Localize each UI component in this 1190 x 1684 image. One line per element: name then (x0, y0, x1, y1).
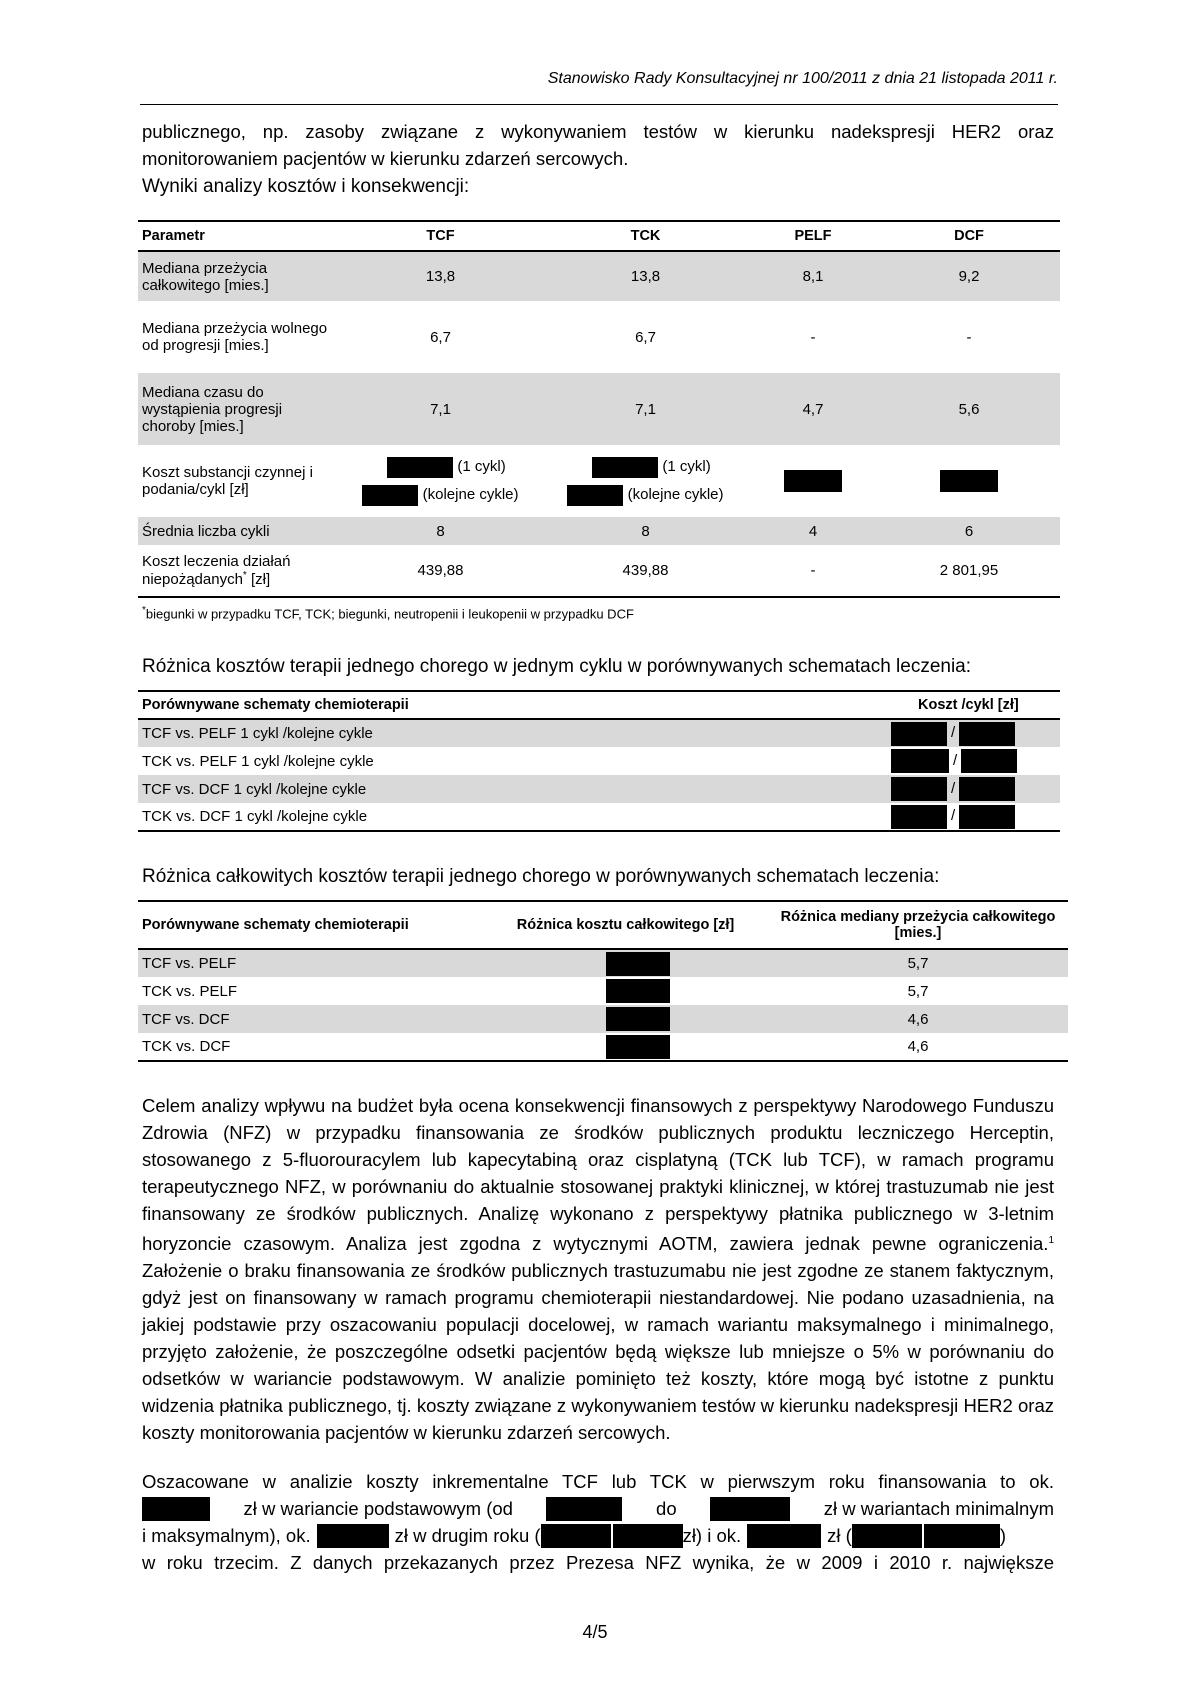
table-row (138, 949, 1068, 977)
cell (878, 445, 1060, 517)
table1-caption: Wyniki analizy kosztów i konsekwencji: (142, 176, 470, 197)
table1-footnote (142, 605, 634, 621)
table-row (138, 1033, 1068, 1061)
cell: 13,8 (543, 251, 748, 301)
row-label: TCF vs. DCF 1 cykl /kolejne cykle (138, 775, 678, 803)
cell: 439,88 (622, 562, 669, 579)
cost-per-cycle-table (138, 690, 1060, 832)
paragraph-text: Celem analizy wpływu na budżet była ocena konsekwencji finansowych z perspektywy Narodowego Funduszu Zdrowia (NFZ) w przypadku finansowania ze środków publicznych produktu leczniczego Herceptin, stosowanego z 5-fluorouracylem lub kapecytabiną oraz cisplatyną (TCK lub TCF), w ramach programu terapeutycznego NFZ, w porównaniu do aktualnie stosowanej praktyki klinicznej, w której trastuzumab nie jest finansowany ze środków publicznych. Analizę wykonano z perspektywy płatnika publicznego w 3-letnim horyzoncie czasowym. Analiza jest zgodna z wytycznymi AOTM, zawiera jednak pewne ograniczenia. (142, 1095, 1054, 1255)
table-row (138, 301, 1060, 373)
row-label: Koszt substancji czynnej i podania/cykl [zł] (142, 464, 313, 498)
cell-text: (1 cykl) (457, 458, 506, 475)
text: do (656, 1498, 677, 1519)
table-row (138, 803, 1060, 831)
redaction-block (387, 457, 453, 478)
row-label: TCF vs. DCF (138, 1005, 483, 1033)
cell (483, 977, 768, 1005)
incremental-cost-paragraph (142, 1468, 1054, 1576)
cell (543, 445, 748, 517)
row-label: Mediana czasu do wystąpienia progresji choroby [mies.] (138, 373, 338, 445)
cell: 8 (543, 517, 748, 545)
cell (483, 949, 768, 977)
col-header-parametr: Parametr (142, 228, 205, 244)
cell: 6,7 (430, 328, 451, 346)
cell (748, 445, 878, 517)
text: zł w drugim roku ( (394, 1525, 541, 1546)
row-label: Mediana przeżycia całkowitego [mies.] (138, 251, 338, 301)
paragraph-line (142, 1495, 1054, 1522)
running-header: Stanowisko Rady Konsultacyjnej nr 100/2011 z dnia 21 listopada 2011 r. (547, 70, 1058, 87)
cell: 4,7 (748, 373, 878, 445)
cell: 8,1 (748, 251, 878, 301)
table-row (138, 545, 1060, 597)
intro-paragraph: publicznego, np. zasoby związane z wykonywaniem testów w kierunku nadekspresji HER2 oraz monitorowaniem pacjentów w kierunku zdarzeń sercowych. (142, 121, 1054, 169)
cell: 7,1 (543, 373, 748, 445)
cell: - (966, 328, 972, 346)
cell: 8 (338, 517, 543, 545)
redaction-block (592, 457, 658, 478)
text: zł) i ok. (682, 1525, 742, 1546)
row-label-unit: [zł] (246, 571, 271, 588)
redaction-block (710, 1497, 790, 1521)
row-label: TCK vs. DCF (142, 1038, 231, 1055)
row-label (138, 545, 338, 597)
cell: 6,7 (635, 328, 656, 346)
paragraph-line: w roku trzecim. Z danych przekazanych przez Prezesa NFZ wynika, że w 2009 i 2010 r. największe (142, 1552, 1054, 1573)
table-row (138, 775, 1060, 803)
separator: / (951, 807, 956, 825)
redaction-block (959, 722, 1015, 746)
table-row (138, 517, 1060, 545)
col-header-koszt-cykl: Koszt /cykl [zł] (918, 697, 1019, 713)
table-row (138, 977, 1068, 1005)
cell (338, 445, 543, 517)
redaction-block (940, 470, 998, 492)
cell (678, 803, 1060, 831)
cell: 439,88 (417, 562, 464, 579)
col-header-schematy: Porównywane schematy chemioterapii (142, 917, 409, 933)
cell: 13,8 (338, 251, 543, 301)
paragraph-text: Założenie o braku finansowania ze środków publicznych trastuzumabu nie jest zgodne ze stanem faktycznym, gdyż jest on finansowany w ramach programu chemioterapii niestandardowej. Nie podano uzasadnienia, na jakiej podstawie przy oszacowaniu populacji docelowej, w ramach wariantu maksymalnego i minimalnego, przyjęto założenie, że poszczególne odsetki pacjentów będą większe lub mniejsze o 5% w porównaniu do odsetków w wariancie podstawowym. W analizie pominięto też koszty, które mogą być istotne z punktu widzenia płatnika publicznego, tj. koszty związane z wykonywaniem testów w kierunku nadekspresji HER2 oraz koszty monitorowania pacjentów w kierunku zdarzeń sercowych. (142, 1260, 1054, 1444)
cell: 2 801,95 (939, 562, 999, 579)
row-label: TCF vs. PELF (138, 949, 483, 977)
redaction-block (546, 1497, 622, 1521)
cell-text: (1 cykl) (662, 458, 711, 475)
text: ) (999, 1525, 1006, 1546)
table2-caption: Różnica kosztów terapii jednego chorego w jednym cyklu w porównywanych schematach leczenia: (142, 656, 972, 677)
cell-text: (kolejne cykle) (422, 486, 519, 503)
col-header-roznica-kosztu: Różnica kosztu całkowitego [zł] (516, 917, 735, 933)
redaction-block (891, 805, 947, 829)
col-header-pelf: PELF (794, 228, 832, 244)
redaction-block (747, 1524, 821, 1548)
redaction-block (924, 1524, 1000, 1548)
cell: 9,2 (878, 251, 1060, 301)
table-row (138, 747, 1060, 775)
redaction-block (606, 979, 670, 1003)
cell: 7,1 (338, 373, 543, 445)
footnote-mark: * (142, 605, 146, 616)
table-row (138, 373, 1060, 445)
budget-impact-paragraph (142, 1092, 1054, 1446)
table-row (138, 1005, 1068, 1033)
redaction-block (961, 749, 1017, 773)
cell: 5,7 (907, 982, 929, 1000)
page-number: 4/5 (582, 1622, 608, 1642)
redaction-block (891, 777, 947, 801)
redaction-block (613, 1524, 683, 1548)
table-row (138, 445, 1060, 517)
cell-text: (kolejne cykle) (627, 486, 724, 503)
redaction-block (959, 805, 1015, 829)
row-label: TCK vs. PELF 1 cykl /kolejne cykle (142, 752, 374, 770)
separator: / (953, 751, 958, 769)
redaction-block (362, 485, 418, 506)
cell: 4,6 (768, 1005, 1068, 1033)
col-header-roznica-mediany: Różnica mediany przeżycia całkowitego [mies.] (780, 909, 1056, 941)
redaction-block (317, 1524, 389, 1548)
cell: 5,7 (768, 949, 1068, 977)
redaction-block (142, 1497, 210, 1521)
row-label-text: Koszt leczenia działań niepożądanych (142, 553, 291, 588)
cell: - (810, 328, 816, 346)
cell: - (810, 562, 816, 579)
text: zł w wariancie podstawowym (od (243, 1498, 513, 1519)
row-label: TCK vs. DCF 1 cykl /kolejne cykle (142, 808, 368, 825)
table-row (138, 719, 1060, 747)
col-header-schematy: Porównywane schematy chemioterapii (142, 697, 409, 713)
redaction-block (606, 1035, 670, 1059)
separator: / (951, 779, 956, 797)
cell: 6 (878, 517, 1060, 545)
separator: / (951, 724, 956, 742)
redaction-block (541, 1524, 611, 1548)
row-label: TCF vs. PELF 1 cykl /kolejne cykle (138, 719, 678, 747)
table-row (138, 251, 1060, 301)
cell: 4 (748, 517, 878, 545)
redaction-block (606, 952, 670, 976)
footnote-text: biegunki w przypadku TCF, TCK; biegunki, neutropenii i leukopenii w przypadku DCF (145, 606, 634, 622)
cell (678, 719, 1060, 747)
redaction-block (784, 470, 842, 492)
redaction-block (891, 749, 949, 773)
total-cost-table (138, 900, 1068, 1062)
paragraph-line: Oszacowane w analizie koszty inkrementalne TCF lub TCK w pierwszym roku finansowania to ok. (142, 1471, 1054, 1492)
redaction-block (891, 722, 947, 746)
cost-consequence-table (138, 220, 1060, 598)
redaction-block (852, 1524, 922, 1548)
cell (483, 1005, 768, 1033)
cell (678, 747, 1060, 775)
row-label: Średnia liczba cykli (138, 517, 338, 545)
text: zł ( (827, 1525, 852, 1546)
row-label: Mediana przeżycia wolnego od progresji [mies.] (142, 320, 328, 354)
paragraph-line (142, 1522, 1054, 1549)
redaction-block (606, 1007, 670, 1031)
cell (483, 1033, 768, 1061)
col-header-tcf: TCF (426, 228, 455, 244)
cell: 4,6 (907, 1038, 929, 1055)
redaction-block (959, 777, 1015, 801)
header-rule (140, 104, 1058, 105)
footnote-reference: 1 (1048, 1235, 1054, 1246)
col-header-tck: TCK (630, 228, 661, 244)
cell: 5,6 (878, 373, 1060, 445)
row-label: TCK vs. PELF (142, 982, 238, 1000)
text: i maksymalnym), ok. (142, 1525, 311, 1546)
col-header-dcf: DCF (954, 228, 984, 244)
cell (678, 775, 1060, 803)
text: zł w wariantach minimalnym (823, 1498, 1054, 1519)
table3-caption: Różnica całkowitych kosztów terapii jednego chorego w porównywanych schematach leczenia: (142, 866, 940, 887)
redaction-block (567, 485, 623, 506)
footnote-mark: * (242, 570, 247, 581)
